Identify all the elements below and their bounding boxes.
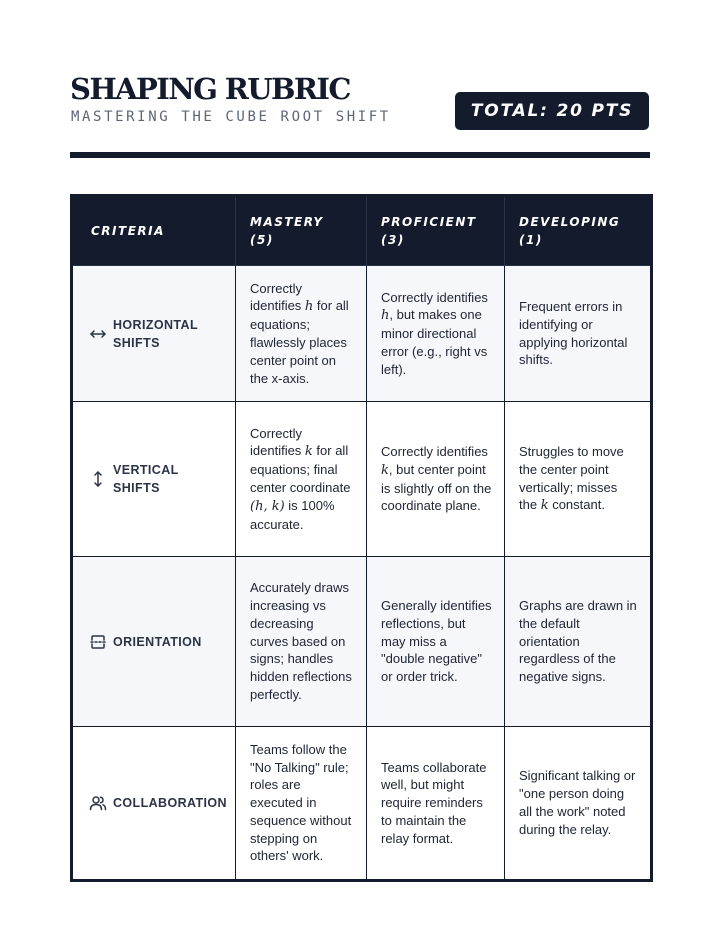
horizontal-arrows-icon — [89, 325, 107, 343]
cell-text: Correctly identifies — [250, 425, 305, 459]
proficient-cell — [367, 266, 505, 402]
page-subtitle: MASTERING THE CUBE ROOT SHIFT — [71, 109, 391, 125]
table-row — [72, 557, 652, 727]
criteria-cell — [72, 402, 236, 557]
math-coordinate: (h, k) — [250, 498, 285, 514]
column-header-developing: DEVELOPING (1) — [505, 196, 652, 266]
table-row — [72, 402, 652, 557]
math-variable: k — [304, 444, 313, 460]
criteria-cell — [72, 266, 236, 402]
header-divider — [70, 152, 650, 158]
criteria-cell — [72, 727, 236, 881]
vertical-arrows-icon — [89, 470, 107, 488]
cell-text: Correctly identifies — [250, 280, 305, 314]
cell-text: Correctly identifies — [381, 289, 488, 305]
criteria-label: ORIENTATION — [113, 634, 202, 649]
column-header-proficient: PROFICIENT (3) — [367, 196, 505, 266]
cell-text: for all equations; final center coordinate — [250, 443, 351, 495]
total-points-badge: TOTAL: 20 PTS — [455, 92, 649, 130]
proficient-cell: Teams collaborate well, but might require reminders to maintain the relay format. — [367, 727, 505, 881]
cell-text: Struggles to move the center point vertically; misses the — [519, 443, 624, 513]
mastery-cell — [236, 402, 367, 557]
column-header-mastery: MASTERY (5) — [236, 196, 367, 266]
developing-cell — [505, 402, 652, 557]
cell-text: Correctly identifies — [381, 443, 488, 459]
criteria-label: HORIZONTAL SHIFTS — [113, 317, 198, 350]
criteria-label: COLLABORATION — [113, 796, 227, 810]
table-row — [72, 727, 652, 881]
cell-text: constant. — [548, 497, 605, 513]
table-header-row — [72, 196, 652, 266]
developing-cell: Frequent errors in identifying or applying horizontal shifts. — [505, 266, 652, 402]
mastery-cell: Accurately draws increasing vs decreasing curves based on signs; handles hidden reflections perfectly. — [236, 557, 367, 727]
cell-text: is 100% accurate. — [250, 497, 335, 532]
proficient-cell — [367, 402, 505, 557]
proficient-cell: Generally identifies reflections, but may miss a "double negative" or order trick. — [367, 557, 505, 727]
math-variable: k — [540, 498, 549, 514]
developing-cell: Graphs are drawn in the default orientation regardless of the negative signs. — [505, 557, 652, 727]
developing-cell: Significant talking or "one person doing all the work" noted during the relay. — [505, 727, 652, 881]
column-header-criteria: CRITERIA — [72, 196, 236, 266]
cell-text: , but makes one minor directional error (e.g., right vs left). — [381, 307, 488, 377]
mastery-cell: Teams follow the "No Talking" rule; roles are executed in sequence without stepping on others' work. — [236, 727, 367, 881]
mastery-cell — [236, 266, 367, 402]
table-row — [72, 266, 652, 402]
criteria-cell — [72, 557, 236, 727]
cell-text: , but center point is slightly off on the coordinate plane. — [381, 461, 492, 514]
users-icon — [89, 794, 107, 812]
page-title: SHAPING RUBRIC — [70, 72, 350, 106]
criteria-label: VERTICAL SHIFTS — [113, 463, 179, 495]
math-variable: h — [304, 299, 314, 315]
rubric-table — [70, 194, 653, 882]
math-variable: k — [381, 462, 389, 478]
cell-text: for all equations; flawlessly places center point on the x-axis. — [250, 298, 349, 386]
flip-vertical-icon — [89, 633, 107, 651]
math-variable: h — [381, 308, 390, 324]
